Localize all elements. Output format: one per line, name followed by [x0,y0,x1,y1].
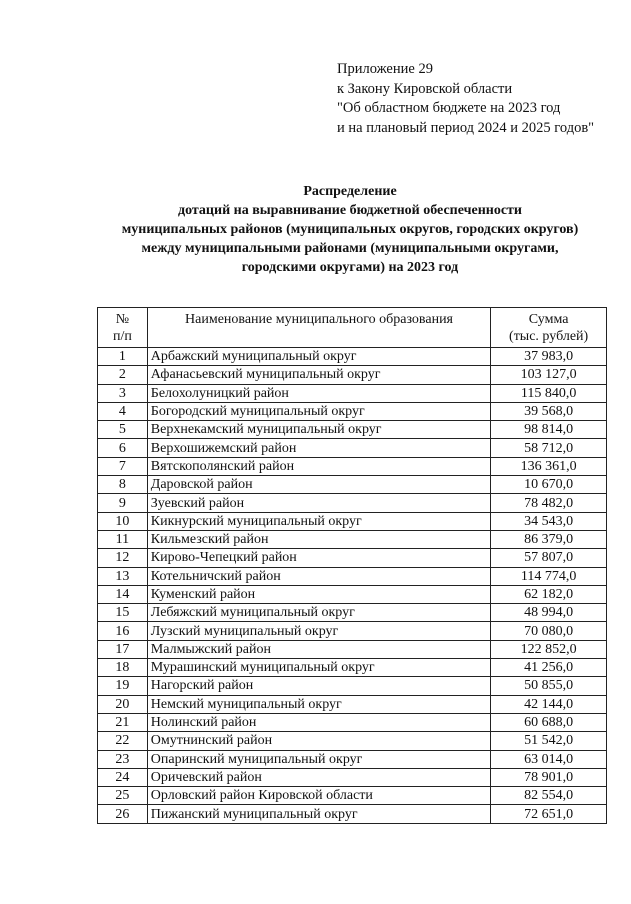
appendix-line: Приложение 29 [337,61,433,77]
row-name: Лебяжский муниципальный округ [147,604,490,622]
header-sum-line1: Сумма [528,312,569,327]
appendix-line: и на плановый период 2024 и 2025 годов" [337,119,595,136]
row-sum: 82 554,0 [491,787,607,805]
row-sum: 78 901,0 [491,768,607,786]
row-number: 25 [98,787,148,805]
row-number: 19 [98,677,148,695]
table-row [98,805,607,823]
header-number-line1: № [115,312,130,327]
row-number: 11 [98,530,148,548]
distribution-table [97,307,607,824]
row-sum: 114 774,0 [491,567,607,585]
appendix-header [337,60,594,138]
row-name: Орловский район Кировской области [147,787,490,805]
row-sum: 62 182,0 [491,585,607,603]
row-number: 17 [98,640,148,658]
row-sum: 115 840,0 [491,384,607,402]
row-name: Кильмезский район [147,530,490,548]
row-number: 2 [98,366,148,384]
row-sum: 86 379,0 [491,530,607,548]
row-sum: 58 712,0 [491,439,607,457]
row-number: 14 [98,585,148,603]
row-name: Верхошижемский район [147,439,490,457]
row-name: Верхнекамский муниципальный округ [147,421,490,439]
table-row [98,348,607,366]
table-row [98,530,607,548]
row-name: Мурашинский муниципальный округ [147,659,490,677]
table-row [98,604,607,622]
row-sum: 42 144,0 [491,695,607,713]
row-sum: 136 361,0 [491,457,607,475]
row-sum: 78 482,0 [491,494,607,512]
row-number: 24 [98,768,148,786]
row-number: 1 [98,348,148,366]
row-sum: 98 814,0 [491,421,607,439]
row-name: Афанасьевский муниципальный округ [147,366,490,384]
row-name: Вятскополянский район [147,457,490,475]
row-number: 8 [98,476,148,494]
table-row [98,732,607,750]
table-row [98,457,607,475]
row-name: Белохолуницкий район [147,384,490,402]
table-row [98,695,607,713]
row-number: 6 [98,439,148,457]
appendix-line: "Об областном бюджете на 2023 год [337,100,561,116]
row-name: Арбажский муниципальный округ [147,348,490,366]
document-title [90,182,610,277]
row-sum: 70 080,0 [491,622,607,640]
header-sum-line2: (тыс. рублей) [509,329,589,344]
row-number: 12 [98,549,148,567]
table-row [98,787,607,805]
title-line: муниципальных районов (муниципальных округов, городских округов) [121,222,579,237]
row-name: Котельничский район [147,567,490,585]
row-sum: 48 994,0 [491,604,607,622]
header-number [98,308,148,348]
row-name: Куменский район [147,585,490,603]
row-name: Кикнурский муниципальный округ [147,512,490,530]
row-sum: 10 670,0 [491,476,607,494]
header-sum [491,308,607,348]
row-number: 4 [98,402,148,420]
table-row [98,567,607,585]
row-name: Омутнинский район [147,732,490,750]
row-name: Нагорский район [147,677,490,695]
table-row [98,640,607,658]
row-name: Оричевский район [147,768,490,786]
row-number: 21 [98,713,148,731]
title-line: между муниципальными районами (муниципальными округами, [141,241,559,256]
header-name: Наименование муниципального образования [147,308,490,348]
table-row [98,713,607,731]
row-number: 22 [98,732,148,750]
row-number: 10 [98,512,148,530]
row-name: Богородский муниципальный округ [147,402,490,420]
row-number: 9 [98,494,148,512]
row-number: 15 [98,604,148,622]
table-row [98,659,607,677]
row-sum: 60 688,0 [491,713,607,731]
row-sum: 122 852,0 [491,640,607,658]
row-number: 3 [98,384,148,402]
title-line: Распределение [303,184,397,199]
table-row [98,476,607,494]
appendix-line: к Закону Кировской области [337,80,513,97]
header-number-line2: п/п [112,329,132,344]
row-sum: 41 256,0 [491,659,607,677]
table-row [98,622,607,640]
row-sum: 103 127,0 [491,366,607,384]
row-number: 23 [98,750,148,768]
table-header-row [98,308,607,348]
row-name: Нолинский район [147,713,490,731]
row-sum: 37 983,0 [491,348,607,366]
table-row [98,768,607,786]
row-name: Немский муниципальный округ [147,695,490,713]
row-sum: 72 651,0 [491,805,607,823]
row-name: Пижанский муниципальный округ [147,805,490,823]
table-row [98,494,607,512]
row-sum: 34 543,0 [491,512,607,530]
row-name: Лузский муниципальный округ [147,622,490,640]
row-number: 26 [98,805,148,823]
row-number: 13 [98,567,148,585]
table-row [98,366,607,384]
title-line: городскими округами) на 2023 год [241,260,459,275]
table-row [98,439,607,457]
table-row [98,402,607,420]
row-name: Зуевский район [147,494,490,512]
row-sum: 51 542,0 [491,732,607,750]
row-number: 18 [98,659,148,677]
row-number: 7 [98,457,148,475]
row-name: Малмыжский район [147,640,490,658]
row-number: 16 [98,622,148,640]
table-row [98,421,607,439]
row-sum: 39 568,0 [491,402,607,420]
title-line: дотаций на выравнивание бюджетной обеспеченности [177,203,522,218]
row-sum: 63 014,0 [491,750,607,768]
row-number: 20 [98,695,148,713]
row-sum: 50 855,0 [491,677,607,695]
table-row [98,585,607,603]
row-sum: 57 807,0 [491,549,607,567]
row-number: 5 [98,421,148,439]
row-name: Кирово-Чепецкий район [147,549,490,567]
table-row [98,677,607,695]
table-row [98,549,607,567]
table-row [98,750,607,768]
row-name: Опаринский муниципальный округ [147,750,490,768]
table-row [98,512,607,530]
row-name: Даровской район [147,476,490,494]
table-row [98,384,607,402]
table-body [98,348,607,824]
